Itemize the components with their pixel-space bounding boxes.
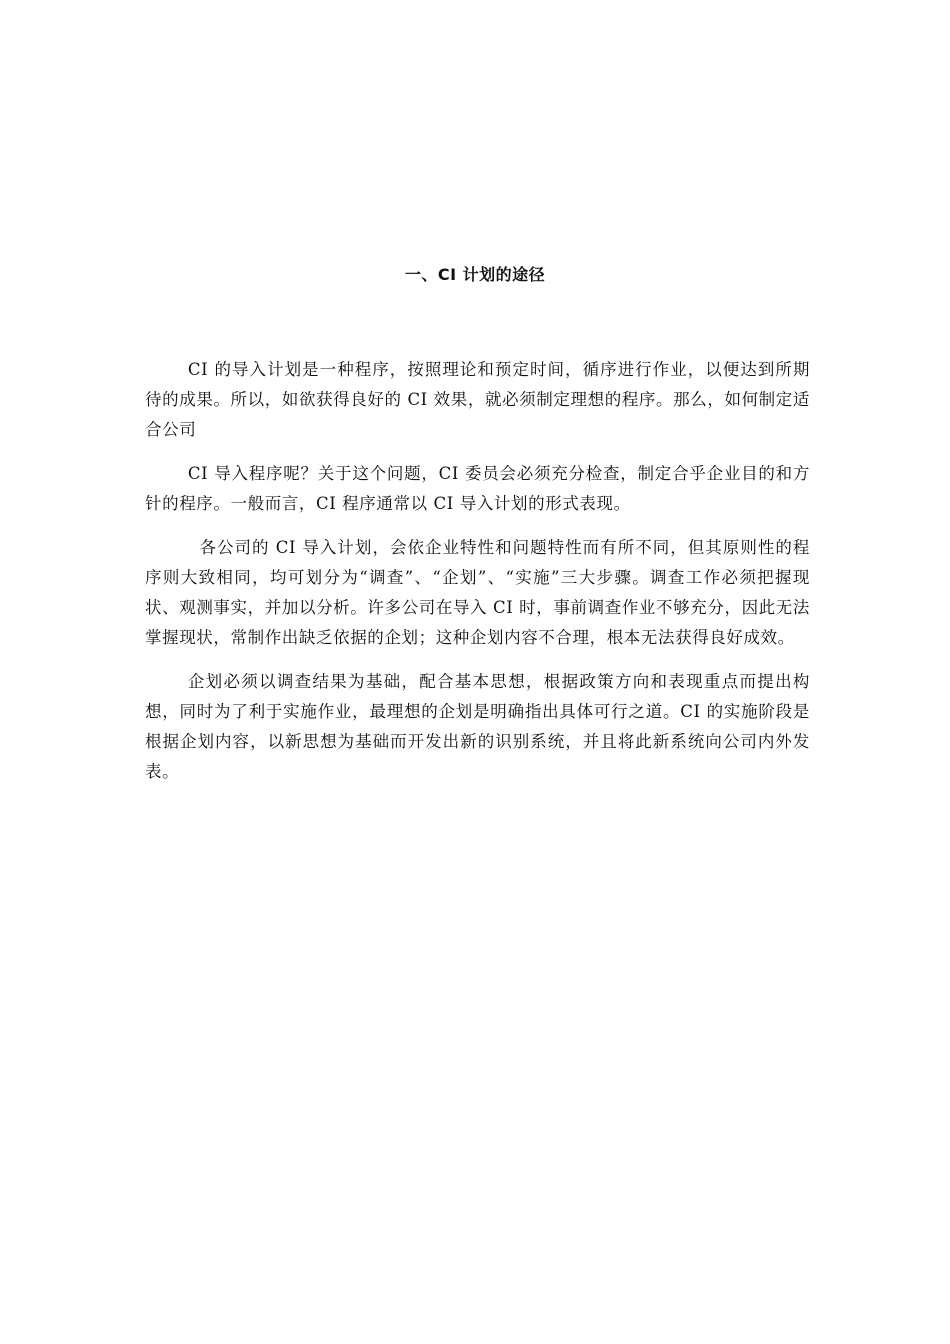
paragraph-1: CI 的导入计划是一种程序，按照理论和预定时间，循序进行作业，以便达到所期待的成果。所以，如欲获得良好的 CI 效果，就必须制定理想的程序。那么，如何制定适合公司 — [145, 360, 810, 439]
paragraph-4: 企划必须以调查结果为基础，配合基本思想，根据政策方向和表现重点而提出构想，同时为了利于实施作业，最理想的企划是明确指出具体可行之道。CI 的实施阶段是根据企划内容，以新思想为基础而开发出新的识别系统，并且将此新系统向公司内外发表。 — [145, 672, 810, 781]
paragraph-3: 各公司的 CI 导入计划，会依企业特性和问题特性而有所不同，但其原则性的程序则大致相同，均可划分为“调查”、“企划”、“实施”三大步骤。调查工作必须把握现状、观测事实，并加以分析。许多公司在导入 CI 时，事前调查作业不够充分，因此无法掌握现状，常制作出缺乏依据的企划；这种企划内容不合理，根本无法获得良好成效。 — [145, 538, 810, 647]
paragraph-2: CI 导入程序呢？关于这个问题，CI 委员会必须充分检查，制定合乎企业目的和方针的程序。一般而言，CI 程序通常以 CI 导入计划的形式表现。 — [145, 464, 810, 513]
document-body — [145, 355, 810, 801]
page-title: 一、CI 计划的途径 — [404, 265, 546, 284]
